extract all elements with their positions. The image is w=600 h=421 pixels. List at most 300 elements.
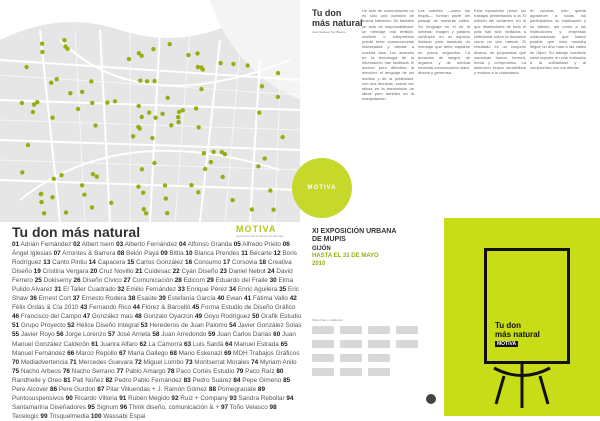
map-pin-icon: [90, 101, 94, 105]
designer-name: Ernest Cort: [36, 295, 73, 303]
map-pin-icon: [164, 196, 168, 200]
designer-number: 18: [258, 259, 267, 267]
sponsor-logo: [368, 368, 390, 376]
designer-name: Esaúte: [135, 295, 159, 303]
designer-number: 94: [286, 394, 294, 402]
designer-name: Miguel Lombo: [141, 358, 186, 366]
designer-number: 08: [117, 250, 125, 258]
map-pin-icon: [140, 115, 144, 119]
sponsor-logo: [312, 326, 334, 334]
designer-number: 76: [62, 367, 70, 375]
map-pin-icon: [276, 71, 280, 75]
map-pin-icon: [166, 96, 170, 100]
designer-name: Goyo Rodríguez: [202, 313, 253, 321]
designer-name: Rubén Megido: [126, 394, 172, 402]
designer-number: 84: [233, 376, 241, 384]
designer-name: Estefanía García: [165, 295, 218, 303]
map-pin-icon: [163, 183, 167, 187]
designer-name: Hélice Diseño Integral: [74, 322, 141, 330]
designer-number: 65: [280, 340, 288, 348]
designer-number: 66: [67, 349, 75, 357]
designer-name: Consumo: [192, 259, 224, 267]
map-pin-icon: [127, 57, 131, 61]
map-pin-icon: [196, 190, 200, 194]
map-pin-icon: [40, 42, 44, 46]
designer-number: 01: [12, 241, 20, 248]
map-pin-icon: [59, 173, 63, 177]
designer-number: 87: [97, 385, 105, 393]
designer-name: Cuidesac: [142, 268, 173, 276]
designer-name: Bittia: [167, 250, 186, 258]
designer-name: Enric Aguilera: [236, 286, 280, 294]
designer-name: Nacho Arbeos: [19, 367, 63, 375]
map-pin-icon: [109, 201, 113, 205]
exhibition-info: [312, 228, 396, 268]
designer-number: 42: [289, 295, 297, 303]
designer-number: 71: [69, 358, 77, 366]
article-column-3: Esta exposición reúne los trabajos presentados a la XI edición del certamen, en la que diseñadores de todo el país han sido invitados a reflexionar sobre la donación como un don natural. El resultado es un conjunto diverso de propuestas que combinan humor, ternura, ironía y compromiso. La selección busca sensibilizar y motivar a la ciudadanía.: [474, 8, 526, 76]
designer-name: Santamarina Diseñadores: [12, 403, 88, 411]
map-pin-icon: [165, 211, 169, 215]
designer-number: 90: [65, 394, 73, 402]
designer-number: 47: [83, 313, 91, 321]
designer-number: 02: [73, 241, 81, 248]
designer-number: 58: [152, 331, 160, 339]
designer-name: Manuel Fernández: [12, 349, 68, 357]
designer-number: 48: [134, 313, 142, 321]
poster-title-line2: más natural: [495, 330, 540, 339]
designer-number: 61: [91, 340, 99, 348]
designer-name: Flórez & Barcelló: [139, 304, 193, 312]
designer-number: 16: [185, 259, 193, 267]
map-pin-icon: [80, 90, 84, 94]
designer-number: 06: [282, 241, 290, 248]
sponsor-logo: [312, 340, 334, 348]
article-column-2: Los carteles —como los mupis— forman parte del paisaje de nuestras calles. Su lenguaje es el de la síntesis: imagen y palabra confluyen en un espacio limitado para trasladar un mensaje que debe captarse en pocos segundos. La donación de sangre, de órganos y de médula necesita comunicación clara, directa y generosa.: [418, 8, 470, 76]
designer-number: 73: [185, 358, 193, 366]
map-pin-icon: [31, 110, 35, 114]
sponsor-logo: [340, 368, 362, 376]
map-pin-icon: [20, 170, 24, 174]
map-pin-icon: [211, 150, 215, 154]
designer-name: Wassabi Espai: [101, 412, 146, 420]
designer-number: 34: [228, 286, 237, 294]
map-pin-icon: [136, 125, 140, 129]
map-pin-icon: [50, 116, 54, 120]
designer-name: Jorge Lorenzo: [63, 331, 108, 339]
designer-number: 62: [139, 340, 147, 348]
designer-name: Pati Núñez: [70, 376, 106, 384]
designer-number: 49: [194, 313, 203, 321]
map-pin-icon: [64, 210, 68, 214]
designer-name: Dokisemy: [41, 277, 74, 285]
designer-number: 63: [183, 340, 192, 348]
designer-list: [12, 240, 302, 421]
designer-number: 51: [12, 322, 20, 330]
designer-name: Signum: [94, 403, 121, 411]
designer-number: 82: [105, 376, 113, 384]
map-pin-icon: [131, 134, 135, 138]
sponsor-row-2: [312, 340, 422, 348]
designer-name: Luis Sardá: [191, 340, 226, 348]
designer-number: 69: [224, 349, 232, 357]
map-pin-icon: [142, 207, 146, 211]
designer-number: 21: [135, 268, 143, 276]
designer-name: Trisquelmedia: [47, 412, 91, 420]
designer-number: 80: [276, 367, 284, 375]
map-pin-icon: [137, 104, 141, 108]
article-title-line2: más natural: [312, 18, 363, 28]
designer-name: Alberto Fernández: [123, 241, 179, 248]
designer-name: Manuel Estrada: [232, 340, 281, 348]
map-pin-icon: [89, 79, 93, 83]
designer-number: 40: [217, 295, 225, 303]
map-pin-icon: [137, 51, 141, 55]
map-pin-icon: [194, 106, 198, 110]
designer-number: 85: [283, 376, 291, 384]
map-pin-icon: [141, 191, 145, 195]
map-pin-icon: [202, 151, 206, 155]
map-pin-icon: [105, 100, 109, 104]
designer-number: 28: [174, 277, 182, 285]
designer-number: 35: [279, 286, 287, 294]
sponsor-logo: [312, 368, 334, 376]
designer-name: Marco Repollo: [74, 349, 119, 357]
city-map: [0, 0, 300, 222]
designer-number: 72: [134, 358, 142, 366]
designer-name: Ernesto Rodera: [79, 295, 129, 303]
designer-name: José Arrieta: [115, 331, 153, 339]
designer-number: 36: [29, 295, 37, 303]
designer-name: Juan Carlos Darias: [215, 331, 274, 339]
designer-number: 67: [118, 349, 127, 357]
designer-number: 75: [12, 367, 20, 375]
map-pin-icon: [93, 123, 97, 127]
map-pin-icon: [271, 208, 275, 212]
map-pin-icon: [113, 99, 117, 103]
designer-name: Juan Arredondo: [159, 331, 209, 339]
designer-name: Comunicación: [130, 277, 175, 285]
designer-number: 41: [244, 295, 252, 303]
designer-number: 54: [229, 322, 237, 330]
designer-number: 10: [185, 250, 193, 258]
designer-name: Corsovia: [230, 259, 259, 267]
poster-title: [495, 321, 540, 339]
designer-number: 88: [208, 385, 216, 393]
designer-name: Tecelogic: [12, 412, 41, 420]
exhibition-city: GIJÓN: [312, 246, 331, 252]
designer-name: Paco Cortés Estudio: [174, 367, 237, 375]
designer-number: 57: [107, 331, 116, 339]
map-pin-icon: [199, 87, 203, 91]
designer-name: Boris Rodríguez: [12, 250, 297, 267]
map-pin-icon: [42, 211, 46, 215]
map-pin-icon: [140, 167, 144, 171]
designer-name: Bécarte: [247, 250, 274, 258]
designer-number: 03: [116, 241, 124, 248]
motiva-badge-label: MOTIVA: [307, 185, 337, 191]
designer-number: 98: [269, 403, 277, 411]
designer-number: 15: [127, 259, 135, 267]
sponsor-logo: [396, 340, 418, 348]
map-pin-icon: [201, 67, 205, 71]
sponsor-logo: [340, 354, 362, 362]
designer-number: 44: [132, 304, 140, 312]
map-pin-icon: [176, 115, 180, 119]
designer-number: 38: [128, 295, 136, 303]
map-pin-icon: [32, 102, 36, 106]
sponsor-logo: [368, 326, 390, 334]
map-pin-icon: [181, 108, 185, 112]
designer-number: 25: [34, 277, 42, 285]
designer-number: 46: [12, 313, 20, 321]
map-pin-icon: [26, 143, 30, 147]
designer-number: 11: [241, 250, 248, 258]
article-title-line1: Tu don: [312, 8, 342, 18]
designer-name: Toño Velasco: [228, 403, 270, 411]
exhibition-title-1: XI EXPOSICIÓN URBANA: [312, 228, 397, 235]
designer-name: María Gallego: [126, 349, 170, 357]
map-pin-icon: [39, 192, 43, 196]
designer-name: Eric Shaw: [12, 286, 299, 303]
designer-number: 96: [120, 403, 128, 411]
designer-name: Mario Eskenazi: [176, 349, 225, 357]
designer-name: Ewan: [224, 295, 245, 303]
designer-number: 92: [171, 394, 179, 402]
designer-name: Cruz Novillo: [97, 268, 136, 276]
map-pin-icon: [268, 188, 272, 192]
motiva-logo: [236, 224, 284, 238]
map-pin-icon: [221, 175, 225, 179]
designer-name: Grafik Estudio: [259, 313, 302, 321]
designer-name: Fernando Rico: [87, 304, 133, 312]
designer-name: Pepe Gimeno: [240, 376, 284, 384]
designer-name: González mas: [90, 313, 135, 321]
map-pin-icon: [231, 62, 235, 66]
designer-name: Montserrat Morales: [192, 358, 252, 366]
designer-name: Pere Gurdon: [57, 385, 98, 393]
map-pin-icon: [260, 84, 264, 88]
designer-number: 09: [160, 250, 168, 258]
designer-number: 95: [87, 403, 95, 411]
designer-number: 43: [80, 304, 88, 312]
map-pin-icon: [197, 125, 201, 129]
designer-name: Pablo Amargo: [123, 367, 168, 375]
designer-number: 83: [183, 376, 191, 384]
map-pin-icon: [152, 79, 156, 83]
designer-name: Juanra Alfaro: [98, 340, 140, 348]
sponsor-label: Patrocinan y colaboran: [312, 318, 343, 322]
designer-name: Cristina Vergara: [40, 268, 91, 276]
designer-number: 29: [206, 277, 214, 285]
map-pin-icon: [189, 183, 193, 187]
motiva-logo-word: MOTIVA: [236, 224, 277, 234]
designer-number: 60: [273, 331, 281, 339]
designer-number: 23: [219, 268, 227, 276]
designer-name: Juan Manuel González Calderón: [12, 331, 296, 348]
poster-frame: [484, 248, 570, 364]
designer-number: 19: [33, 268, 41, 276]
designer-number: 32: [117, 286, 125, 294]
sponsor-logos: [312, 318, 422, 382]
designer-number: 27: [123, 277, 131, 285]
map-pin-icon: [68, 91, 72, 95]
designer-name: Javier González Solas: [236, 322, 302, 330]
designer-number: 20: [90, 268, 98, 276]
designer-number: 78: [167, 367, 175, 375]
map-pin-icon: [176, 120, 180, 124]
designer-name: Pere Alcover: [12, 385, 51, 393]
map-pin-icon: [80, 183, 84, 187]
designer-name: Alfredo Prieto: [240, 241, 283, 248]
designer-number: 79: [236, 367, 244, 375]
map-pin-icon: [145, 79, 149, 83]
map-pin-icon: [250, 207, 254, 211]
sponsor-logo: [340, 340, 362, 348]
main-title: Tu don más natural: [12, 224, 141, 240]
designer-number: 89: [257, 385, 266, 393]
map-pin-icon: [230, 198, 234, 202]
designer-name: Arrontes & Barrera: [60, 250, 118, 258]
designer-number: 86: [50, 385, 58, 393]
map-pin-icon: [144, 211, 148, 215]
designer-name: Ricardo Villoria: [72, 394, 120, 402]
designer-number: 26: [73, 277, 81, 285]
designer-name: Nacho Serrano: [69, 367, 117, 375]
map-pin-icon: [40, 50, 44, 54]
circle-logo-icon: [426, 394, 436, 404]
designer-name: Francisco del Campo: [19, 313, 84, 321]
map-pin-icon: [257, 111, 261, 115]
map-pin-icon: [168, 42, 172, 46]
map-pin-icon: [218, 61, 222, 65]
designer-name: Myriam Anilo: [258, 358, 297, 366]
designer-name: La Camorra: [146, 340, 184, 348]
designer-name: Ruiz + Company: [178, 394, 230, 402]
designer-number: 59: [208, 331, 216, 339]
poster-brand: MOTIVA: [497, 341, 517, 347]
designer-name: Paco Raíz: [243, 367, 277, 375]
designer-name: El Taller Cuadrado: [61, 286, 118, 294]
designer-number: 68: [169, 349, 177, 357]
map-pin-icon: [203, 167, 207, 171]
sponsor-row-4: [312, 368, 422, 376]
designer-number: 70: [12, 358, 20, 366]
designer-number: 31: [54, 286, 62, 294]
map-pin-icon: [138, 79, 142, 83]
designer-name: Enrique Pérez: [184, 286, 229, 294]
designer-name: Alfonso Granda: [186, 241, 234, 248]
map-pin-icon: [82, 193, 86, 197]
designer-name: Emilio Fernández: [124, 286, 178, 294]
map-pin-icon: [152, 161, 156, 165]
map-pin-icon: [50, 195, 54, 199]
article-column-1: Un acto de comunicación no es sólo una cuestión de buena intención. Es también un acto de responsabilidad: un mensaje mal emitido, recibido o interpretado puede tener consecuencias indeseadas y afectar a nuestra vida. Los avances en la tecnología de la información han facilitado el acceso pero dificultan la elección; el lenguaje de los medios y de la publicidad, con sus técnicas, puede ser eficaz en la transmisión de ideas pero también en la manipulación.: [362, 8, 414, 102]
exhibition-year: 2010: [312, 261, 326, 267]
designer-name: Edicom: [181, 277, 207, 285]
map-pin-icon: [39, 200, 43, 204]
designer-name: Fátima Vallo: [251, 295, 290, 303]
map-pin-icon: [153, 116, 157, 120]
sponsor-logo: [340, 326, 362, 334]
designer-number: 56: [56, 331, 64, 339]
designer-name: Ángel Iglesias: [12, 250, 54, 258]
map-pin-icon: [52, 177, 56, 181]
designer-number: 24: [267, 268, 275, 276]
designer-name: Mercedes Guevara: [76, 358, 135, 366]
map-pin-icon: [147, 110, 151, 114]
designer-name: Pomegranate: [216, 385, 258, 393]
map-pin-icon: [263, 156, 267, 160]
designer-name: Gonzalo Oyarzún: [141, 313, 195, 321]
designer-name: Creativa Diseño: [12, 259, 292, 276]
designer-number: 13: [43, 259, 51, 267]
designer-name: Forma Estudio de Diseño Gráfico: [199, 304, 296, 312]
designer-name: Elma Pulido Alvarez: [12, 277, 294, 294]
sponsor-logo: [312, 354, 334, 362]
designer-name: Pedro Suárez: [190, 376, 234, 384]
designer-number: 45: [192, 304, 200, 312]
sponsor-row-1: [312, 326, 422, 334]
map-pin-icon: [276, 95, 280, 99]
article-column-4: Al concluir, sólo queda agradecer a todos los participantes su implicación y su talento, así como a las instituciones y empresas colaboradoras que hacen posible que esta muestra llegue un año más a las calles de Gijón. Su trabajo convierte cada soporte en una invitación a la solidaridad y al compromiso con los demás.: [530, 8, 586, 71]
designer-name: Albert Isern: [80, 241, 117, 248]
designer-name: Mediadvertencia: [19, 358, 70, 366]
designer-name: Cyan Diseño: [179, 268, 220, 276]
designer-number: 50: [252, 313, 260, 321]
designer-name: Daniel Nebot: [226, 268, 268, 276]
exhibition-dates: HASTA EL 31 DE MAYO: [312, 253, 379, 259]
map-pin-icon: [196, 65, 200, 69]
article-title: [312, 8, 363, 28]
designer-name: Pilar Villuendas + J. Ramón Gómez: [104, 385, 209, 393]
designer-number: 64: [225, 340, 233, 348]
map-pin-icon: [136, 185, 140, 189]
motiva-badge: [292, 158, 352, 218]
designer-number: 55: [12, 331, 20, 339]
map-pin-icon: [95, 175, 99, 179]
map-pin-icon: [186, 53, 190, 57]
designer-number: 22: [172, 268, 180, 276]
designer-number: 77: [116, 367, 124, 375]
designer-name: Sandra Rebollar: [236, 394, 287, 402]
map-pin-icon: [76, 107, 80, 111]
map-pin-icon: [150, 136, 154, 140]
designer-name: Think diseño, comunicación & +: [127, 403, 221, 411]
map-pin-icon: [63, 44, 67, 48]
exhibition-title-2: DE MUPIS: [312, 236, 346, 243]
designer-name: Randhelle y Oreo: [12, 376, 64, 384]
designer-number: 37: [72, 295, 80, 303]
designer-name: David Ferrero: [12, 268, 293, 285]
designer-number: 17: [223, 259, 231, 267]
designer-number: 93: [229, 394, 237, 402]
map-pin-icon: [62, 38, 66, 42]
designer-number: 05: [233, 241, 241, 248]
designer-number: 53: [140, 322, 148, 330]
designer-name: Puntosuspensivos: [12, 394, 66, 402]
designer-name: Capacera: [95, 259, 128, 267]
map-pin-icon: [209, 160, 213, 164]
designer-number: 33: [177, 286, 185, 294]
designer-number: 100: [90, 412, 102, 420]
map-pin-icon: [49, 81, 53, 85]
map-pin-icon: [160, 112, 164, 116]
motiva-logo-tagline: Asociación de donantes de Asturias: [236, 234, 284, 238]
designer-name: Carlos González: [134, 259, 186, 267]
designer-number: 39: [158, 295, 166, 303]
sponsor-logo: [368, 354, 390, 362]
